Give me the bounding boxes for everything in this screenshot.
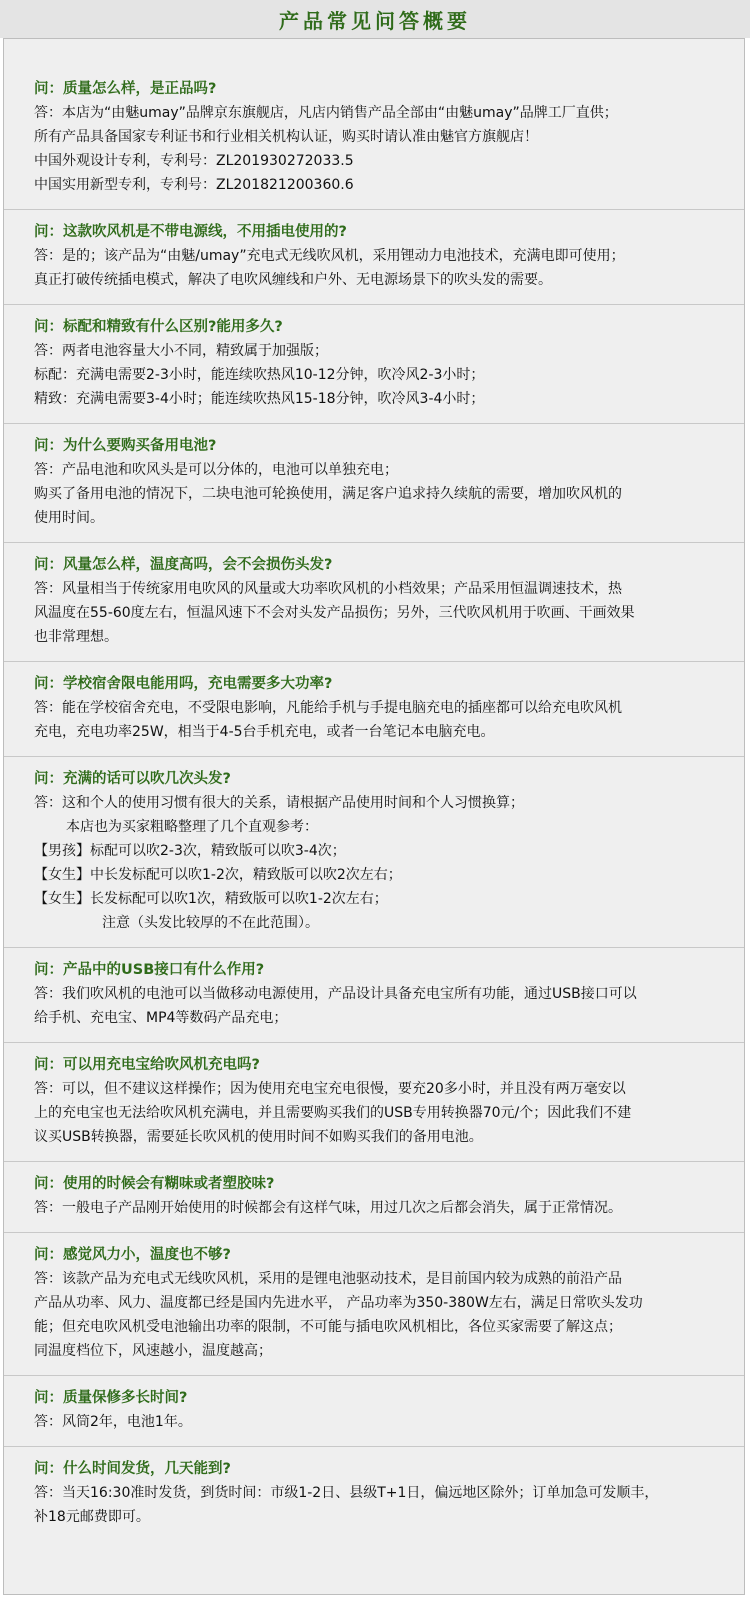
faq-item-smell [4, 1162, 744, 1233]
faq-item-spare-battery [4, 424, 744, 543]
faq-item-cordless [4, 210, 744, 305]
faq-item-usage-count [4, 757, 744, 948]
faq-answer-line: 中国实用新型专利，专利号：ZL201821200360.6 [34, 177, 354, 193]
faq-answer-line: 标配：充满电需要2-3小时，能连续吹热风10-12分钟，吹冷风2-3小时； [34, 367, 485, 383]
faq-question: 问：风量怎么样，温度高吗，会不会损伤头发? [34, 557, 333, 573]
faq-answer-line: 答：本店为“由魅umay”品牌京东旗舰店，凡店内销售产品全部由“由魅umay”品牌工厂直供； [34, 105, 618, 121]
faq-question: 问：为什么要购买备用电池? [34, 438, 217, 454]
faq-question: 问：产品中的USB接口有什么作用? [34, 962, 265, 978]
faq-answer-line: 也非常理想。 [34, 629, 118, 645]
faq-answer-line: 同温度档位下，风速越小，温度越高； [34, 1343, 272, 1359]
faq-answer-line: 能；但充电吹风机受电池输出功率的限制，不可能与插电吹风机相比，各位买家需要了解这点； [34, 1319, 622, 1335]
faq-answer-line: 中国外观设计专利，专利号：ZL201930272033.5 [34, 153, 354, 169]
faq-answer-line: 补18元邮费即可。 [34, 1509, 150, 1525]
faq-question: 问：什么时间发货，几天能到? [34, 1461, 231, 1477]
faq-answer-line: 充电，充电功率25W，相当于4-5台手机充电，或者一台笔记本电脑充电。 [34, 724, 495, 740]
faq-answer-line: 答：是的；该产品为“由魅/umay”充电式无线吹风机，采用锂动力电池技术，充满电即可使用； [34, 248, 625, 264]
faq-answer-line: 使用时间。 [34, 510, 104, 526]
faq-question: 问：这款吹风机是不带电源线，不用插电使用的? [34, 224, 347, 240]
faq-answer-line: 答：这和个人的使用习惯有很大的关系，请根据产品使用时间和个人习惯换算； [34, 795, 524, 811]
faq-answer-line: 答：可以，但不建议这样操作；因为使用充电宝充电很慢，要充20多小时，并且没有两万毫安以 [34, 1081, 626, 1097]
faq-answer-line: 答：风筒2年，电池1年。 [34, 1414, 192, 1430]
faq-question: 问：标配和精致有什么区别?能用多久? [34, 319, 283, 335]
faq-item-weak-airflow [4, 1233, 744, 1376]
faq-answer-line: 产品从功率、风力、温度都已经是国内先进水平， 产品功率为350-380W左右，满足日常吹头发功 [34, 1295, 643, 1311]
page-title: 产品常见问答概要 [279, 8, 471, 33]
faq-reference-line: 【女生】中长发标配可以吹1-2次，精致版可以吹2次左右； [34, 867, 402, 883]
faq-answer-line: 答：我们吹风机的电池可以当做移动电源使用，产品设计具备充电宝所有功能，通过USB接口可以 [34, 986, 637, 1002]
faq-reference-line: 【女生】长发标配可以吹1次，精致版可以吹1-2次左右； [34, 891, 388, 907]
faq-item-quality [4, 67, 744, 210]
faq-answer-line: 答：一般电子产品刚开始使用的时候都会有这样气味，用过几次之后都会消失，属于正常情况。 [34, 1200, 622, 1216]
faq-item-dorm-power [4, 662, 744, 757]
faq-answer-line: 答：当天16:30准时发货，到货时间：市级1-2日、县级T+1日，偏远地区除外；订单加急可发顺丰， [34, 1485, 659, 1501]
faq-panel [3, 38, 745, 1595]
faq-question: 问：质量怎么样，是正品吗? [34, 81, 217, 97]
faq-answer-line: 上的充电宝也无法给吹风机充满电，并且需要购买我们的USB专用转换器70元/个；因此我们不建 [34, 1105, 632, 1121]
faq-answer-line: 答：该款产品为充电式无线吹风机，采用的是锂电池驱动技术，是目前国内较为成熟的前沿产品 [34, 1271, 622, 1287]
faq-question: 问：使用的时候会有糊味或者塑胶味? [34, 1176, 275, 1192]
faq-item-warranty [4, 1376, 744, 1447]
faq-item-powerbank [4, 1043, 744, 1162]
faq-answer-line: 精致：充满电需要3-4小时；能连续吹热风15-18分钟，吹冷风3-4小时； [34, 391, 485, 407]
faq-question: 问：感觉风力小，温度也不够? [34, 1247, 231, 1263]
faq-item-versions [4, 305, 744, 424]
faq-answer-line: 真正打破传统插电模式，解决了电吹风缠线和户外、无电源场景下的吹头发的需要。 [34, 272, 552, 288]
faq-answer-line: 本店也为买家粗略整理了几个直观参考： [66, 819, 318, 835]
faq-answer-line: 所有产品具备国家专利证书和行业相关机构认证，购买时请认准由魅官方旗舰店！ [34, 129, 538, 145]
faq-question: 问：学校宿舍限电能用吗，充电需要多大功率? [34, 676, 333, 692]
faq-item-usb-port [4, 948, 744, 1043]
faq-answer-line: 答：产品电池和吹风头是可以分体的，电池可以单独充电； [34, 462, 398, 478]
faq-answer-line: 给手机、充电宝、MP4等数码产品充电； [34, 1010, 288, 1026]
faq-answer-line: 购买了备用电池的情况下，二块电池可轮换使用，满足客户追求持久续航的需要，增加吹风机的 [34, 486, 622, 502]
faq-answer-line: 议买USB转换器，需要延长吹风机的使用时间不如购买我们的备用电池。 [34, 1129, 483, 1145]
faq-answer-line: 答：能在学校宿舍充电，不受限电影响，凡能给手机与手提电脑充电的插座都可以给充电吹风机 [34, 700, 622, 716]
faq-question: 问：充满的话可以吹几次头发? [34, 771, 231, 787]
faq-item-airflow [4, 543, 744, 662]
faq-item-shipping [4, 1447, 744, 1541]
faq-note: 注意（头发比较厚的不在此范围）。 [102, 915, 319, 931]
faq-answer-line: 答：两者电池容量大小不同，精致属于加强版； [34, 343, 328, 359]
faq-reference-line: 【男孩】标配可以吹2-3次，精致版可以吹3-4次； [34, 843, 346, 859]
faq-question: 问：质量保修多长时间? [34, 1390, 188, 1406]
faq-question: 问：可以用充电宝给吹风机充电吗? [34, 1057, 260, 1073]
faq-answer-line: 答：风量相当于传统家用电吹风的风量或大功率吹风机的小档效果；产品采用恒温调速技术，热 [34, 581, 622, 597]
faq-answer-line: 风温度在55-60度左右，恒温风速下不会对头发产品损伤；另外，三代吹风机用于吹画、干画效果 [34, 605, 635, 621]
page-header [0, 0, 750, 38]
